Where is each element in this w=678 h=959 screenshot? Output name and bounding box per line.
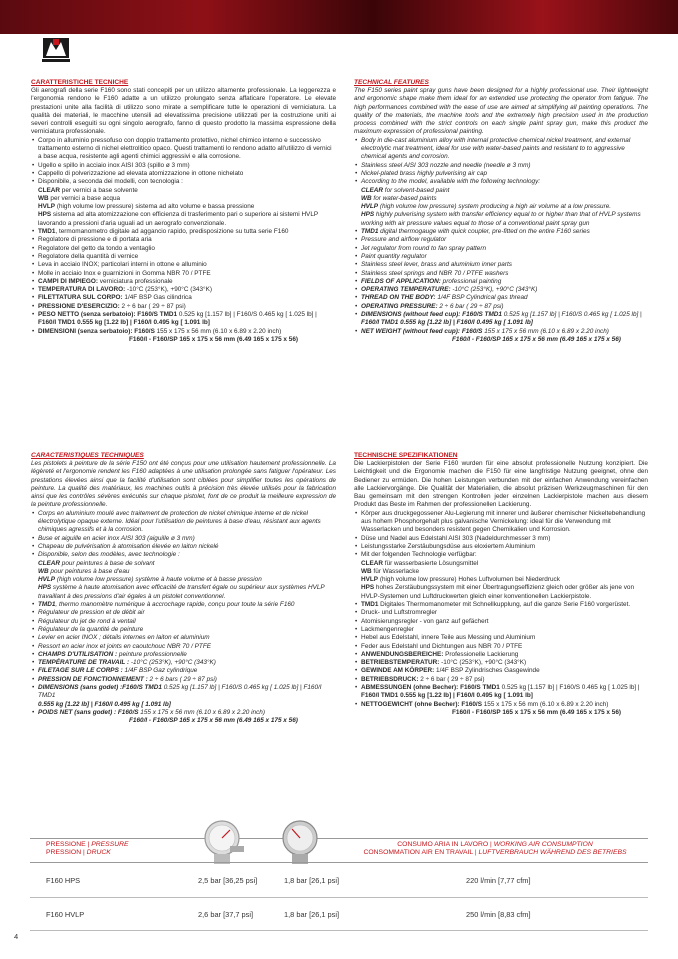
technology-item: WB für Wasserlacke <box>361 567 420 575</box>
list-item: • Mit der folgenden Technologie verfügbar: <box>354 551 648 559</box>
technology-item: HPS highly pulverising system with transfer efficiency equal to or higher than that of HVLP systems working with air pressure values equal to those of a conventional paint spray gun <box>361 211 641 227</box>
list-item: F160/I - F160/SP 165 x 175 x 56 mm (6.49 165 x 175 x 56) <box>129 717 298 725</box>
model-cell: F160 HPS <box>46 876 81 885</box>
pressure-cell: 1,8 bar [26,1 psi] <box>284 910 340 919</box>
list-item: • Chapeau de pulvérisation à atomisation élevée en laiton nickelé <box>31 543 336 551</box>
list-item: • Corpo in alluminio pressofuso con doppio trattamento protettivo, nichel chimico interno e successivo trattamento esterno di nichel elettrolitico opaco. Questi trattamenti lo rendono adatto all'utilizzo di vernici a base acqua, resistente agli agenti chimici aggressivi e alla corrosione. <box>31 137 336 162</box>
list-item: • NETTOGEWICHT (ohne Becher): F160/S 155 x 175 x 56 mm (6.10 x 6.89 x 2.20 inch) <box>354 701 648 709</box>
pressure-cell: 1,8 bar [26,1 psi] <box>284 876 340 885</box>
gauge-icon <box>278 816 324 866</box>
technology-item: HVLP (high volume low pressure) système à haute volume et à basse pression <box>38 576 262 584</box>
technology-item: WB for water-based paints <box>361 194 437 202</box>
list-item: • GEWINDE AM KÖRPER: 1/4F BSP Zylindrisches Gasgewinde <box>354 667 648 675</box>
list-item: • Régulateur du jet de rond à ventail <box>31 618 336 626</box>
list-item: • Corps en aluminium moulé avec traitement de protection de nickel chimique interne et de nickel électrolytique opaque externe. Idéal pour l'utilisation de peintures à base d'eau, résistant aux agents chimiques agressifs et à la corrosion. <box>31 510 336 535</box>
table-top-rule <box>30 838 648 839</box>
list-item: • TMD1 digital thermogauge with quick coupler, pre-fitted on the entire F160 series <box>354 228 648 236</box>
list-item: • THREAD ON THE BODY: 1/4F BSP Cylindrical gas thread <box>354 294 648 302</box>
model-cell: F160 HVLP <box>46 910 85 919</box>
section-title: CARATTERISTICHE TECNICHE <box>31 79 129 86</box>
technology-item: HVLP (high volume low pressure) system producing a high air volume at a low pressure. <box>361 203 612 211</box>
pressure-header: PRESSIONE | PRESSURE PRESSION | DRUCK <box>46 841 129 856</box>
list-item: • TEMPERATURA DI LAVORO: -10°C (253°K), +90°C (343°K) <box>31 286 336 294</box>
intro-text: The F150 series paint spray guns have been designed for a highly professional use. Their lightweight and ergonomic shape make them ideal for an extended use protecting the operator from fatigue. The high performances combined with the ease of use are aimed at simplifying all painting operations. The quality of the materials, the machine tools and the extremely high precision used in the production process combined with the strict controls on each single paint spray gun, make this product the maximum expression of professional painting. <box>354 87 648 136</box>
list-item: • Leva in acciaio INOX; particolari interni in ottone e alluminio <box>31 261 336 269</box>
list-item: • OPERATING PRESSURE: 2 ÷ 6 bar ( 29 ÷ 87 psi) <box>354 303 648 311</box>
list-item: • Hebel aus Edelstahl, innere Teile aus Messing und Aluminium <box>354 634 648 642</box>
section-german <box>354 451 648 717</box>
row-divider <box>30 897 648 898</box>
list-item: • Regolatore di pressione e di portata aria <box>31 236 336 244</box>
list-item: • Pressure and airflow regulator <box>354 236 648 244</box>
list-item: • Druck- und Luftstromregler <box>354 609 648 617</box>
list-item: • NET WEIGHT (without feed cup): F160/S 155 x 175 x 56 mm (6.10 x 6.89 x 2.20 inch) <box>354 328 648 336</box>
list-item: • ANWENDUNGSBEREICHE: Professionelle Lackierung <box>354 651 648 659</box>
intro-text: Gli aerografi della serie F160 sono stati concepiti per un utilizzo altamente professionale. La leggerezza e l'ergonomia rendono le F160 adatte a un utilizzo prolungato senza affaticare l'operatore. Le elevate prestazioni unite alla facilità di utilizzo sono mirate a semplificare tutte le operazioni di verniciatura. La qualità dei materiali, le macchine utensili ad elevatissima precisione utilizzati per la costruzione uniti ai severi controlli eseguiti su ogni singolo aerografo, fanno di questo prodotto la massima espressione della verniciatura professionale. <box>31 87 336 136</box>
list-item: • CAMPI DI IMPIEGO: verniciatura professionale <box>31 278 336 286</box>
list-item: • Buse et aiguille en acier inox AISI 303 (aiguille ø 3 mm) <box>31 535 336 543</box>
technology-item: WB pour peintures à base d'eau <box>38 567 130 575</box>
list-item: • TMD1, termomanometro digitale ad aggancio rapido, predisposizione su tutta serie F160 <box>31 228 336 236</box>
list-item: • PRESSION DE FONCTIONNEMENT : 2 ÷ 6 bars ( 29 ÷ 87 psi) <box>31 676 336 684</box>
technology-item: WB per vernici a base acqua <box>38 194 121 202</box>
list-item: F160/I TMD1 0.555 kg [1.22 lb] | F160/I 0.495 kg [ 1.091 lb] <box>361 692 533 700</box>
technology-item: HPS hohes Zerstäubungssystem mit einer Übertragungseffizienz gleich oder größer als jene von HVLP-Systemen und Luftdruckwerten gleich einer konventionellen Lackierpistole. <box>361 584 635 600</box>
list-item: • Körper aus druckgegossener Alu-Legierung mit innerer und äußerer chemischer Nickeltebehandlung aus hohem Phosphorgehalt plus galvanische Vernickelung: ideal für die Verwendung mit Wasserlacken und besonders resistent gegen Chemikalien und Korrosion. <box>354 510 648 535</box>
section-title: TECHNISCHE SPEZIFIKATIONEN <box>354 452 458 459</box>
list-item: • Paint quantity regulator <box>354 253 648 261</box>
list-item: • Stainless steel lever, brass and aluminium inner parts <box>354 261 648 269</box>
intro-text: Die Lackierpistolen der Serie F160 wurden für eine absolut professionelle Nutzung konzipiert. Die Leichtigkeit und die Ergonomie machen die F150 für eine langfristige Nutzung geeignet, ohne den Bediener zu ermüden. Die hohen Leistungen verbunden mit der einfachen Anwendung vereinfachen alle Lackiervorgänge. Die Qualität der Materialien, die absolut präzisen Werkzeugmaschinen für den Bau gemeinsam mit den strengen Kontrollen jeder einzelnen Lackierpistole machen aus diesem Produkt das Beste im Rahmen der professionellen Lackierung. <box>354 460 648 509</box>
table-header-rule <box>30 862 648 863</box>
technology-item: CLEAR für wasserbasierte Lösungsmittel <box>361 559 479 567</box>
section-italian <box>31 78 336 344</box>
list-item: • TMD1, thermo manomètre numérique à accrochage rapide, conçu pour toute la série F160 <box>31 601 336 609</box>
header-banner <box>0 0 678 34</box>
list-item: • Disponibile, a seconda dei modelli, con tecnologia : <box>31 178 336 186</box>
list-item: • BETRIEBSDRUCK: 2 ÷ 6 bar ( 29 ÷ 87 psi) <box>354 676 648 684</box>
list-item: • Regolatore del getto da tondo a ventaglio <box>31 245 336 253</box>
list-item: • Atomisierungsregler - von ganz auf gefächert <box>354 618 648 626</box>
list-item: • Nickel-plated brass highly pulverising air cap <box>354 170 648 178</box>
list-item: • PESO NETTO (senza serbatoio): F160/S TMD1 0.525 kg [1.157 lb] | F160/S 0.465 kg [ 1.025 lb] | <box>31 311 336 319</box>
pressure-cell: 2,6 bar [37,7 psi] <box>198 910 254 919</box>
list-item: • Feder aus Edelstahl und Dichtungen aus NBR 70 / PTFE <box>354 643 648 651</box>
section-english <box>354 78 648 344</box>
feature-list <box>31 137 336 344</box>
feature-list <box>31 510 336 726</box>
technology-item: HVLP (high volume low pressure) sistema ad alto volume e bassa pressione <box>38 203 255 211</box>
list-item: • POIDS NET (sans godet) : F160/S 155 x 175 x 56 mm (6.10 x 6.89 x 2.20 inch) <box>31 709 336 717</box>
technology-item: CLEAR per vernici a base solvente <box>38 186 138 194</box>
gauge-icon <box>200 816 246 866</box>
list-item: • CHAMPS D'UTILISATION : peinture professionnelle <box>31 651 336 659</box>
technology-item: HPS système à haute atomisation avec efficacité de transfert égale ou supérieur aux systèmes HVLP travaillant à des pressions d'air égales à un pistolet conventionnel. <box>38 584 325 600</box>
list-item: • FIELDS OF APPLICATION: professional painting <box>354 278 648 286</box>
technology-item: CLEAR pour peintures à base de solvant <box>38 559 155 567</box>
list-item: • PRESSIONE D'ESERCIZIO: 2 ÷ 6 bar ( 29 ÷ 87 psi) <box>31 303 336 311</box>
list-item: • According to the model, available with the following technology: <box>354 178 648 186</box>
list-item: • DIMENSIONS (sans godet) :F160/S TMD1 0.525 kg [1.157 lb] | F160/S 0.465 kg [ 1.025 lb] | F160/I TMD1 <box>31 684 336 701</box>
row-divider <box>30 930 648 931</box>
section-french <box>31 451 336 726</box>
list-item: • TMD1 Digitales Thermomanometer mit Schnellkupplung, auf die ganze Serie F160 vorgerüstet. <box>354 601 648 609</box>
list-item: • Lackmengenregler <box>354 626 648 634</box>
list-item: • ABMESSUNGEN (ohne Becher): F160/S TMD1 0.525 kg [1.157 lb] | F160/S 0.465 kg [ 1.025 lb] | <box>354 684 648 692</box>
list-item: • Düse und Nadel aus Edelstahl AISI 303 (Nadeldurchmesser 3 mm) <box>354 535 648 543</box>
list-item: • Jet regulator from round to fan spray pattern <box>354 245 648 253</box>
section-title: TECHNICAL FEATURES <box>354 79 429 86</box>
list-item: • Levier en acier INOX ; détails internes en laiton et aluminium <box>31 634 336 642</box>
list-item: • Ugello e spillo in acciaio inox AISI 303 (spillo ø 3 mm) <box>31 162 336 170</box>
list-item: • Body in die-cast aluminium alloy with internal protective chemical nickel treatment, and external electrolytic mat treatment, ideal for use with water-based paints and resistant to to aggressive chemical agents and corrosion. <box>354 137 648 162</box>
table-row <box>30 866 648 896</box>
list-item: • TEMPÉRATURE DE TRAVAIL : -10°C (253°K), +90°C (343°K) <box>31 659 336 667</box>
page-number: 4 <box>14 932 19 941</box>
air-cell: 220 l/min [7,77 cfm] <box>466 876 531 885</box>
list-item: • Stainless steel AISI 303 nozzle and needle (needle ø 3 mm) <box>354 162 648 170</box>
list-item: • Disponible, selon des modèles, avec technologie : <box>31 551 336 559</box>
technology-item: CLEAR for solvent-based paint <box>361 186 450 194</box>
list-item: F160/I - F160/SP 165 x 175 x 56 mm (6.49 165 x 175 x 56) <box>452 708 621 716</box>
air-cell: 250 l/min [8,83 cfm] <box>466 910 531 919</box>
list-item: • BETRIEBSTEMPERATUR: -10°C (253°K), +90°C (343°K) <box>354 659 648 667</box>
list-item: F160/I - F160/SP 165 x 175 x 56 mm (6.49 165 x 175 x 56) <box>452 335 621 343</box>
section-title: CARACTERISTIQUES TECHNIQUES <box>31 452 144 459</box>
list-item: • Stainless steel springs and NBR 70 / PTFE washers <box>354 270 648 278</box>
list-item: • Cappello di polverizzazione ad elevata atomizzazione in ottone nichelato <box>31 170 336 178</box>
list-item: • Ressort en acier inox et joints en caoutchouc NBR 70 / PTFE <box>31 643 336 651</box>
list-item: • OPERATING TEMPERATURE: -10°C (253°K), +90°C (343°K) <box>354 286 648 294</box>
logo-icon <box>40 36 72 66</box>
list-item: • Regolatore della quantità di vernice <box>31 253 336 261</box>
list-item: 0.555 kg [1.22 lb] | F160/I 0.495 kg [ 1.091 lb] <box>38 700 171 708</box>
intro-text: Les pistolets à peinture de la série F150 ont été conçus pour une utilisation hautement professionnelle. La légèreté et l'ergonomie rendent les F160 adaptées à une utilisation prolongée sans fatiguer l'opérateur. Les prestations élevées ainsi que la facilité d'utilisation sont ciblées pour simplifier toutes les opérations de peinture. La qualité des matériaux, les machines outils à précision très élevée utilisés pour la fabrication ainsi que les contrôles sévères exécutés sur chaque pistolet, font de ce produit la meilleure expression de la peinture professionnelle. <box>31 460 336 509</box>
list-item: • DIMENSIONS (without feed cup): F160/S TMD1 0.525 kg [1.157 lb] | F160/S 0.465 kg [ 1.025 lb] | <box>354 311 648 319</box>
list-item: • DIMENSIONI (senza serbatoio): F160/S 155 x 175 x 56 mm (6.10 x 6.89 x 2.20 inch) <box>31 328 336 336</box>
air-consumption-header: CONSUMO ARIA IN LAVORO | WORKING AIR CONSUMPTION CONSOMMATION AIR EN TRAVAIL | LUFTVERBRAUCH WÄHREND DES BETRIEBS <box>363 841 627 856</box>
list-item: • Leistungsstarke Zerstäubungsdüse aus eloxiertem Aluminium <box>354 543 648 551</box>
pressure-cell: 2,5 bar [36,25 psi] <box>198 876 258 885</box>
table-row <box>30 900 648 930</box>
list-item: • Molle in acciaio Inox e guarnizioni in Gomma NBR 70 / PTFE <box>31 270 336 278</box>
list-item: F160/I TMD1 0.555 kg [1.22 lb] | F160/I 0.495 kg [ 1.091 lb] <box>38 319 210 327</box>
list-item: • FILETTATURA SUL CORPO: 1/4F BSP Gas cilindrica <box>31 294 336 302</box>
technology-item: HPS sistema ad alta atomizzazione con efficienza di trasferimento pari o superiore ai sistemi HVLP lavorando a pressioni d'aria uguali ad un aerografo convenzionale. <box>38 211 319 227</box>
list-item: F160/I TMD1 0.555 kg [1.22 lb] | F160/I 0.495 kg [ 1.091 lb] <box>361 319 533 327</box>
list-item: • Régulateur de pression et de débit air <box>31 609 336 617</box>
list-item: F160/I - F160/SP 165 x 175 x 56 mm (6.49 165 x 175 x 56) <box>129 335 298 343</box>
list-item: • Régulateur de la quantité de peinture <box>31 626 336 634</box>
feature-list <box>354 510 648 717</box>
technology-item: HVLP (high volume low pressure) Hohes Luftvolumen bei Niederdruck <box>361 576 560 584</box>
feature-list <box>354 137 648 344</box>
list-item: • FILETAGE SUR LE CORPS : 1/4F BSP Gaz cylindrique <box>31 667 336 675</box>
